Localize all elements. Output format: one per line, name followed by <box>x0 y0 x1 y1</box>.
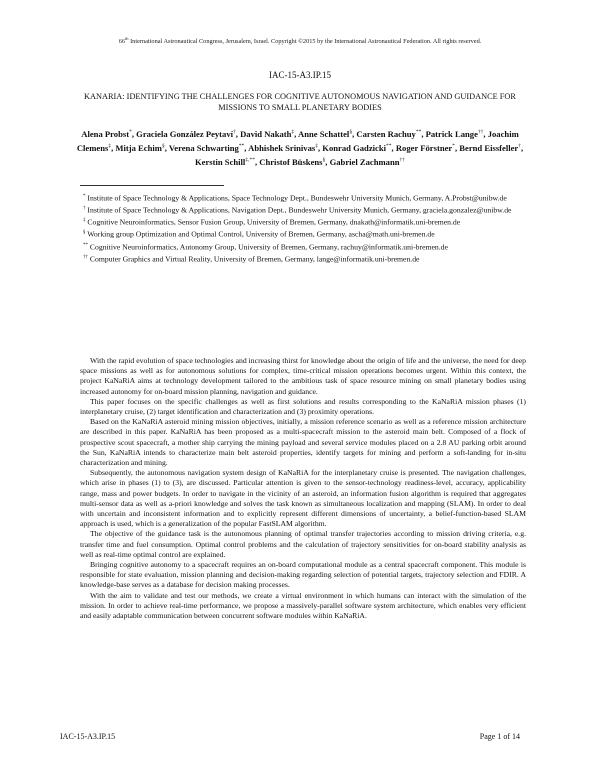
author-name: Alena Probst <box>81 128 130 139</box>
author <box>248 143 322 153</box>
footer-page-number: Page 1 of 14 <box>479 732 520 741</box>
author-separator: , <box>164 142 169 153</box>
author <box>240 129 298 139</box>
author <box>356 129 425 139</box>
author-name: David Nakath <box>240 128 292 139</box>
footnote-mark: § <box>83 230 86 236</box>
author-separator: , <box>254 156 260 167</box>
author-name: Graciela González Peytaví <box>136 128 234 139</box>
author <box>298 129 356 139</box>
author <box>322 143 396 153</box>
author-name: Patrick Lange <box>425 128 478 139</box>
author-name: Konrad Gadzicki <box>322 142 387 153</box>
author-name: Abhishek Srinivas <box>248 142 316 153</box>
author-affiliation-mark: * <box>452 142 455 149</box>
author-name: Gabriel Zachmann <box>329 156 400 167</box>
footnote-mark: ‡ <box>83 218 86 224</box>
author <box>169 143 248 153</box>
author-separator: , <box>131 128 137 139</box>
author-separator: , <box>111 142 116 153</box>
author-affiliation-mark: ** <box>238 142 245 149</box>
abstract-paragraph: Based on the KaNaRiA asteroid mining mission objectives, initially, a mission reference scenario as well as a reference mission architecture are described in this paper. KaNaRiA has been proposed as a multi-spacecraft mission to the asteroid main belt. Composed of a flock of prospective scout spacecraft, a mother ship carrying the mining payload and several service modules placed on a 2.8 AU parking orbit around the Sun, KaNaRiA intends to characterize main belt asteroid properties, identify targets for mining and perform a soft-landing for in-situ characterization and mining. <box>80 417 526 468</box>
abstract-paragraph: Subsequently, the autonomous navigation system design of KaNaRiA for the interplanetary cruise is presented. The navigation challenges, which arise in phases (1) to (3), are discussed. Particular attention is given to the sensor-technology readiness-level, accuracy, applicability range, mass and power budgets. In order to navigate in the vicinity of an asteroid, an information fusion algorithm is required that aggregates multi-sensor data as well as a-priori knowledge and solves the task known as simultaneous localization and mapping (SLAM). In order to deal with uncertain and inconsistent information and to explicitly represent different dimensions of uncertainty, a belief-function-based SLAM approach is used, which is a generalization of the popular FastSLAM algorithm. <box>80 468 526 529</box>
author-name: Joachim Clemens <box>76 128 519 153</box>
footnote <box>80 204 528 216</box>
author-affiliation-mark: § <box>161 142 165 149</box>
abstract-paragraph: The objective of the guidance task is the autonomous planning of optimal transfer trajectories according to mission driving criteria, e.g. transfer time and fuel consumption. Optimal control problems and the calculation of trajectory sensitivities for on-board stability analysis as well as real-time optimal control are explained. <box>80 529 526 559</box>
author-separator: , <box>244 142 249 153</box>
footnote-mark: * <box>83 194 86 199</box>
author-affiliation-mark: § <box>349 129 353 135</box>
congress-ordinal: th <box>125 36 129 41</box>
congress-number: 66 <box>118 38 125 46</box>
author-name: Kerstin Schill <box>194 156 246 167</box>
author <box>330 157 405 167</box>
author-list <box>72 126 528 168</box>
author <box>459 143 523 153</box>
paper-id: IAC-15-A3.IP.15 <box>269 70 331 80</box>
author-separator: , <box>294 128 298 139</box>
abstract-paragraph: With the rapid evolution of space technologies and increasing thirst for knowledge about the origin of life and the universe, the need for deep space missions as well as for autonomous solutions for complex, time-critical mission operations becomes urgent. Within this context, the project KaNaRiA aims at technology development tailored to the ambitious task of space resource mining on small planetary bodies using increased autonomy for on-board mission planning, navigation and guidance. <box>80 356 526 396</box>
footnote-text: Working group Optimization and Optimal Control, University of Bremen, Germany, ascha@math.uni-bremen.de <box>85 230 435 240</box>
author <box>426 129 488 139</box>
author-separator: , <box>317 142 323 153</box>
abstract <box>80 356 526 621</box>
footnote-mark: ** <box>83 242 88 248</box>
author-name: Verena Schwarting <box>168 142 239 153</box>
paper-title: KANARIA: IDENTIFYING THE CHALLENGES FOR COGNITIVE AUTONOMOUS NAVIGATION AND GUIDANCE FOR MISSIONS TO SMALL PLANETARY BODIES <box>84 92 516 112</box>
footnote <box>80 253 528 265</box>
author-affiliation-mark: † <box>518 142 521 149</box>
author-affiliation-mark: * <box>129 129 132 135</box>
abstract-paragraph: With the aim to validate and test our methods, we create a virtual environment in which humans can interact with the simulation of the mission. In order to achieve real-time performance, we propose a massively-parallel software system architecture, which enables very efficient and easily adaptable communication between concurrent software modules within KaNaRiA. <box>80 590 526 621</box>
author <box>81 129 136 139</box>
footnote-text: Institute of Space Technology & Applications, Navigation Dept., Bundeswehr University Munich, Germany, graciela.gonzalez@unibw.de <box>85 205 512 215</box>
footnote <box>80 241 528 253</box>
author-affiliation-mark: ‡ <box>108 142 112 149</box>
footnote-text: Cognitive Neuroinformatics, Autonomy Group, University of Bremen, Germany, rachuy@informatik.uni-bremen.de <box>88 242 448 252</box>
author <box>396 143 459 153</box>
author-name: Roger Förstner <box>395 142 453 153</box>
author-affiliation-mark: ‡ <box>315 142 318 149</box>
footnote-text: Institute of Space Technology & Applications, Space Technology Dept., Bundeswehr University Munich, Germany, A.Probst@unibw.de <box>85 193 507 203</box>
author-separator: , <box>483 128 488 139</box>
author-name: Carsten Rachuy <box>356 128 416 139</box>
author-affiliation-mark: †† <box>477 129 484 135</box>
author-name: Mitja Echim <box>115 142 162 153</box>
footnote-mark: †† <box>83 254 88 260</box>
author-name: Anne Schattel <box>298 128 350 139</box>
abstract-paragraph: This paper focuses on the specific challenges as well as first solutions and results corresponding to the KaNaRiA mission phases (1) interplanetary cruise, (2) target identification and characterization and (3) proximity operations. <box>80 396 526 417</box>
author-affiliation-mark: ‡ <box>291 129 295 135</box>
author-separator: , <box>421 128 426 139</box>
footnote-divider <box>80 185 224 186</box>
author <box>115 143 168 153</box>
abstract-paragraph: Bringing cognitive autonomy to a spacecraft requires an on-board computational module as a central spacecraft component. This module is responsible for state evaluation, mission planning and decision-making regarding selection of potential targets, trajectory selection and FDIR. A knowledge-base serves as a database for decision making processes. <box>80 560 526 590</box>
author <box>259 157 329 167</box>
affiliation-footnotes <box>80 192 528 265</box>
congress-copyright-text: International Astronautical Congress, Jerusalem, Israel. Copyright ©2015 by the International Astronautical Federation. All rights reserved. <box>128 38 482 46</box>
footnote <box>80 228 528 240</box>
congress-copyright-header <box>0 36 600 45</box>
author <box>195 157 259 167</box>
footnote-text: Cognitive Neuroinformatics, Sensor Fusion Group, University of Bremen, Germany, dnakath@informatik.uni-bremen.de <box>85 217 461 227</box>
author-affiliation-mark: ** <box>386 142 392 149</box>
author-separator: , <box>325 156 330 167</box>
author-affiliation-mark: † <box>233 129 236 135</box>
author-name: Bernd Eissfeller <box>459 142 519 153</box>
author-separator: , <box>454 142 460 153</box>
author-separator: , <box>391 142 396 153</box>
author-affiliation-mark: § <box>322 156 326 163</box>
footnote-text: Computer Graphics and Virtual Reality, University of Bremen, Germany, lange@informatik.uni-bremen.de <box>88 254 420 264</box>
footnote-mark: † <box>83 206 86 212</box>
author-separator: , <box>235 128 241 139</box>
author-affiliation-mark: †† <box>399 156 406 163</box>
author-separator: , <box>352 128 357 139</box>
footer-paper-id: IAC-15-A3.IP.15 <box>60 732 116 741</box>
author-affiliation-mark: ** <box>415 129 422 135</box>
author-affiliation-mark: ‡,** <box>245 156 255 163</box>
author-separator: , <box>521 142 524 153</box>
footnote <box>80 216 528 228</box>
author <box>136 129 240 139</box>
author-name: Christof Büskens <box>259 156 323 167</box>
footnote <box>80 192 528 204</box>
